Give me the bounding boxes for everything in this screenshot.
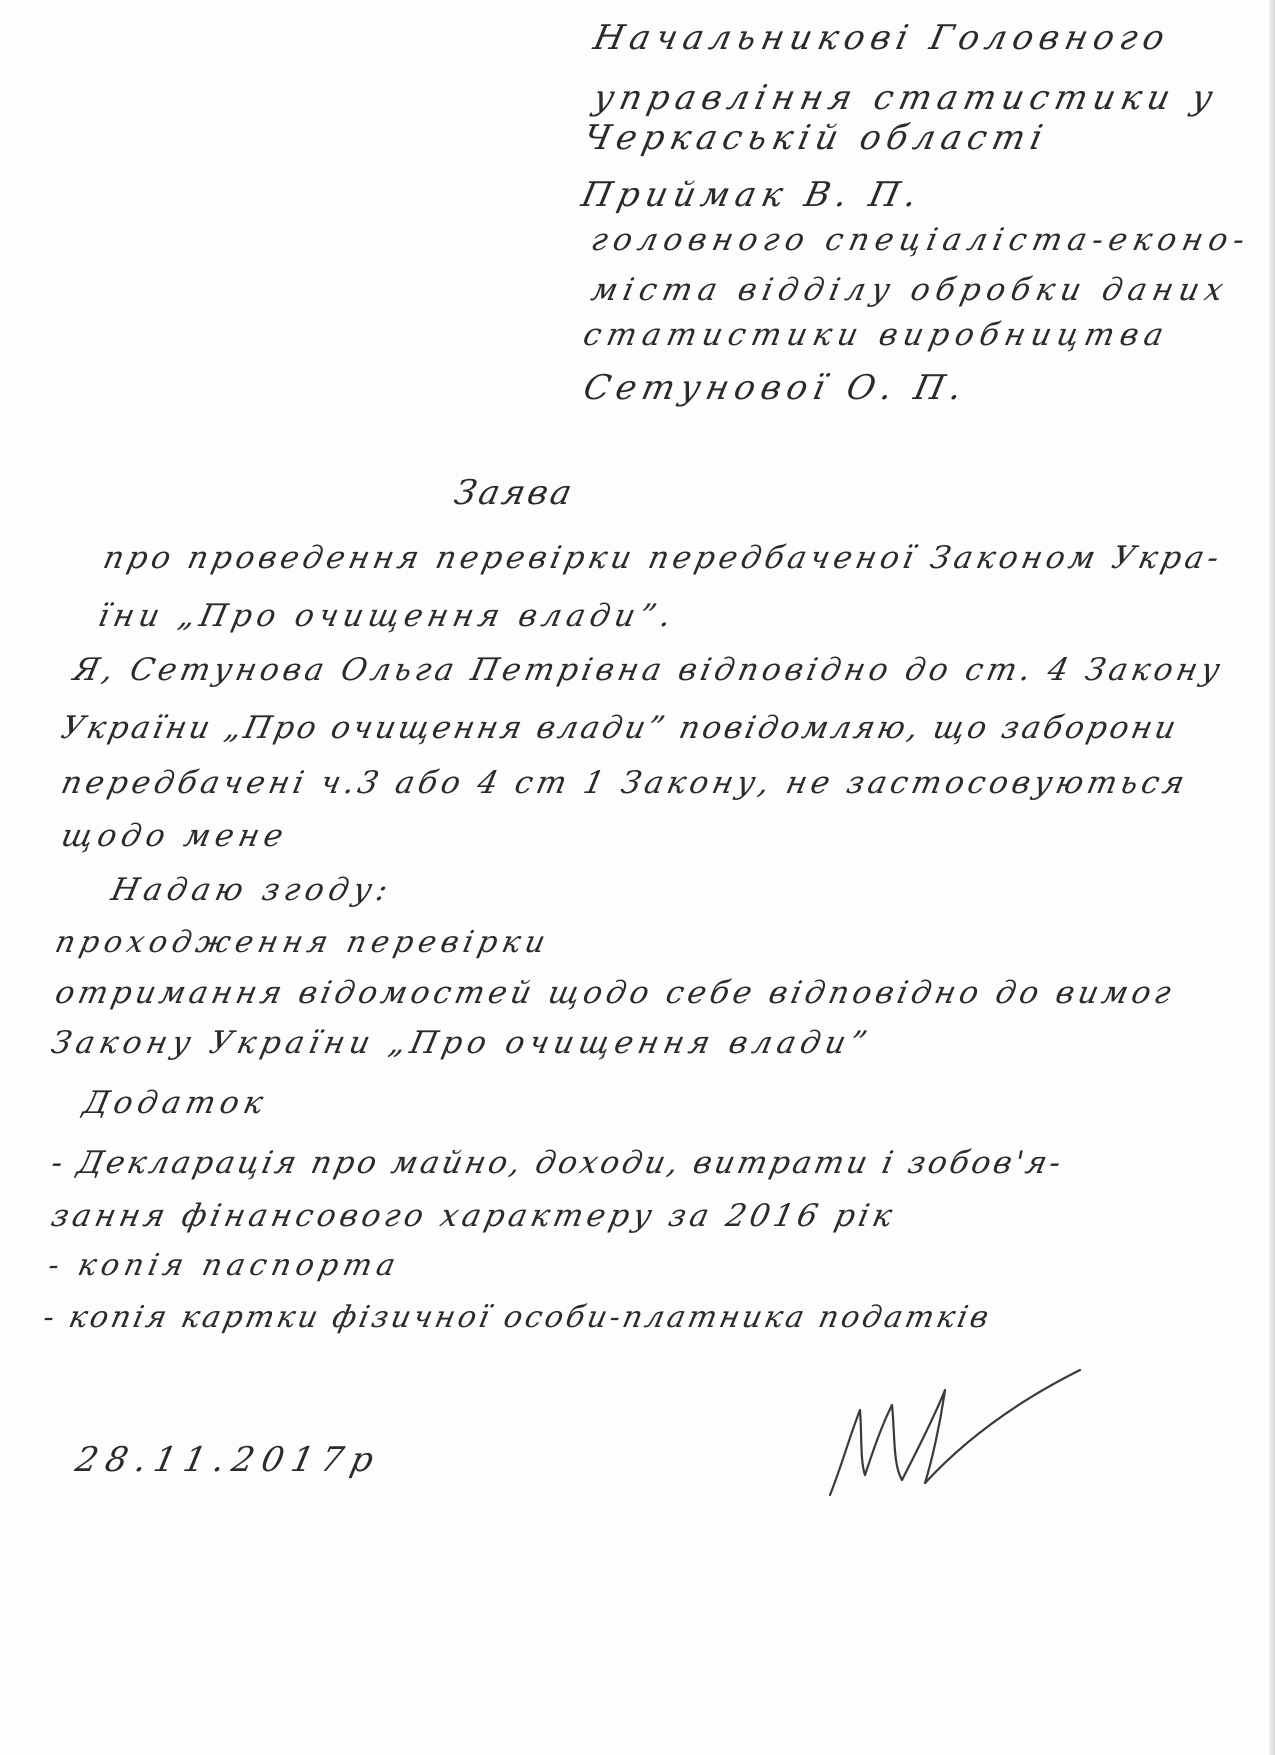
addressee-line: управління статистики у — [590, 78, 1223, 118]
statement-line: щодо мене — [58, 818, 292, 854]
statement-line: України „Про очищення влади” повідомляю, що заборони — [58, 710, 1182, 746]
subject-line: їни „Про очищення влади”. — [95, 598, 680, 634]
document-date: 28.11.2017р — [72, 1440, 385, 1480]
addressee-line: міста відділу обробки даних — [588, 272, 1233, 308]
addressee-line: статистики виробництва — [580, 317, 1173, 353]
document-title: Заява — [450, 473, 579, 513]
statement-line: передбачені ч.3 або 4 ст 1 Закону, не застосовуються — [58, 765, 1192, 801]
consent-heading: Надаю згоду: — [108, 872, 396, 908]
consent-line: проходження перевірки — [52, 925, 554, 960]
consent-line: отримання відомостей щодо себе відповідно до вимог — [52, 975, 1179, 1011]
addressee-line: Сетунової О. П. — [580, 368, 972, 408]
statement-line: Я, Сетунова Ольга Петрівна відповідно до ст. 4 Закону — [70, 652, 1228, 688]
addressee-line: Приймак В. П. — [578, 175, 927, 215]
signature — [820, 1365, 1100, 1505]
attachment-line: - копія паспорта — [45, 1248, 404, 1283]
attachment-line: зання фінансового характеру за 2016 рік — [48, 1198, 900, 1234]
addressee-line: головного спеціаліста-еконо- — [588, 222, 1254, 258]
addressee-line: Начальникові Головного — [590, 18, 1174, 58]
attachment-line: - Декларація про майно, доходи, витрати і зобов'я- — [48, 1145, 1067, 1181]
attachment-line: - копія картки фізичної особи-платника податків — [40, 1300, 995, 1335]
page-edge — [1269, 0, 1275, 1755]
addressee-line: Черкаській області — [580, 118, 1052, 158]
attachments-heading: Додаток — [80, 1085, 272, 1121]
subject-line: про проведення перевірки передбаченої Законом Укра- — [100, 540, 1227, 576]
consent-line: Закону України „Про очищення влади” — [48, 1025, 875, 1061]
